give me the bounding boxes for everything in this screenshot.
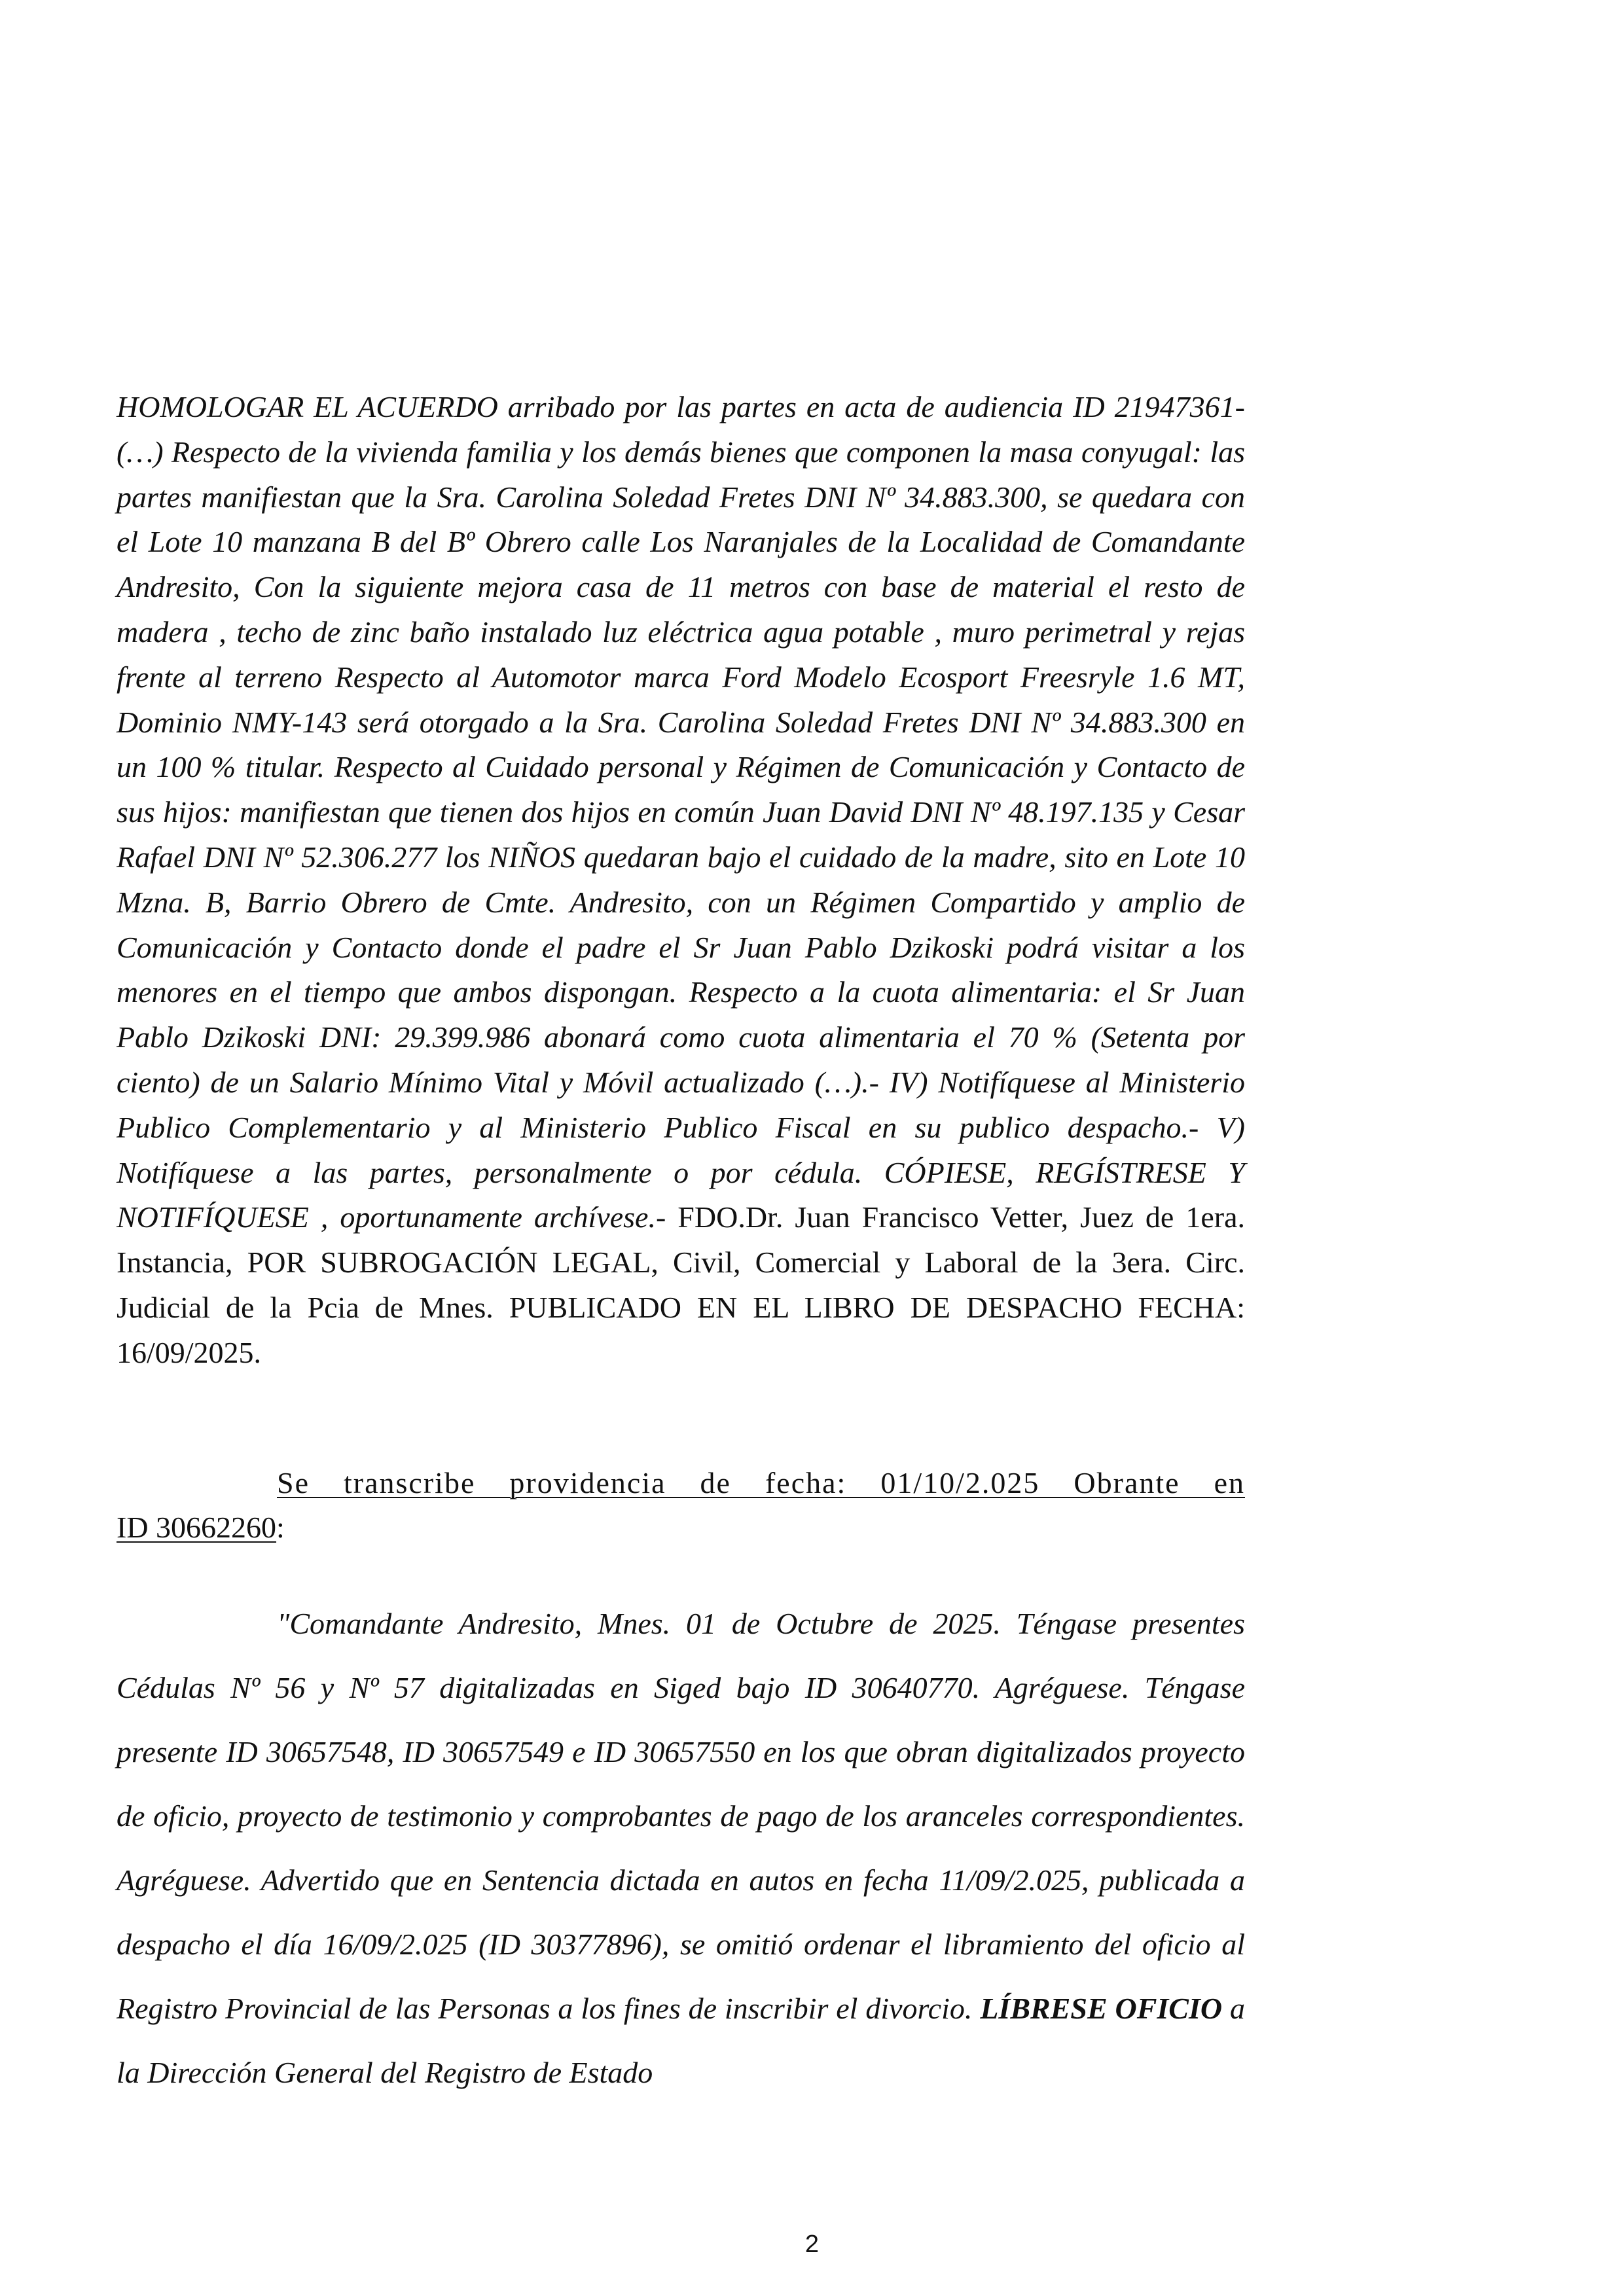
providencia-text-continued: a la Dirección General del Registro de Estado [117, 1992, 1246, 2089]
transcription-heading-colon: : [276, 1511, 285, 1544]
providencia-bold-text: LÍBRESE OFICIO [980, 1992, 1223, 2025]
transcription-heading-id-line [117, 1505, 1245, 1550]
paragraph-homologation-italic-text: HOMOLOGAR EL ACUERDO arribado por las partes en acta de audiencia ID 21947361- (…) Respecto de la vivienda familia y los demás bienes que componen la masa conyugal: las partes manifiestan que la Sra. Carolina Soledad Fretes DNI Nº 34.883.300, se quedara con el Lote 10 manzana B del Bº Obrero calle Los Naranjales de la Localidad de Comandante Andresito, Con la siguiente mejora casa de 11 metros con base de material el resto de madera , techo de zinc baño instalado luz eléctrica agua potable , muro perimetral y rejas frente al terreno Respecto al Automotor marca Ford Modelo Ecosport Freesryle 1.6 MT, Dominio NMY-143 será otorgado a la Sra. Carolina Soledad Fretes DNI Nº 34.883.300 en un 100 % titular. Respecto al Cuidado personal y Régimen de Comunicación y Contacto de sus hijos: manifiestan que tienen dos hijos en común Juan David DNI Nº 48.197.135 y Cesar Rafael DNI Nº 52.306.277 los NIÑOS quedaran bajo el cuidado de la madre, sito en Lote 10 Mzna. B, Barrio Obrero de Cmte. Andresito, con un Régimen Compartido y amplio de Comunicación y Contacto donde el padre el Sr Juan Pablo Dzikoski podrá visitar a los menores en el tiempo que ambos dispongan. Respecto a la cuota alimentaria: el Sr Juan Pablo Dzikoski DNI: 29.399.986 abonará como cuota alimentaria el 70 % (Setenta por ciento) de un Salario Mínimo Vital y Móvil actualizado (…).- IV) Notifíquese al Ministerio Publico Complementario y al Ministerio Publico Fiscal en su publico despacho.- V) Notifíquese a las partes, personalmente o por cédula. CÓPIESE, REGÍSTRESE Y NOTIFÍQUESE , oportunamente archívese.- [117, 390, 1245, 1234]
paragraph-homologation [117, 385, 1245, 1376]
transcription-heading-underlined: Se transcribe providencia de fecha: 01/10/2.025 Obrante en [277, 1466, 1245, 1499]
paragraph-homologation-signature-text: FDO.Dr. Juan Francisco Vetter, Juez de 1era. Instancia, POR SUBROGACIÓN LEGAL, Civil, Comercial y Laboral de la 3era. Circ. Judicial de la Pcia de Mnes. PUBLICADO EN EL LIBRO DE DESPACHO FECHA: 16/09/2025. [117, 1200, 1246, 1369]
page-number: 2 [804, 2231, 820, 2258]
transcription-heading-id: ID 30662260 [117, 1511, 277, 1544]
providencia-text: "Comandante Andresito, Mnes. 01 de Octubre de 2025. Téngase presentes Cédulas Nº 56 y Nº 57 digitalizadas en Siged bajo ID 30640770. Agréguese. Téngase presente ID 30657548, ID 30657549 e ID 30657550 en los que obran digitalizados proyecto de oficio, proyecto de testimonio y comprobantes de pago de los aranceles correspondientes. Agréguese. Advertido que en Sentencia dictada en autos en fecha 11/09/2.025, publicada a despacho el día 16/09/2.025 (ID 30377896), se omitió ordenar el libramiento del oficio al Registro Provincial de las Personas a los fines de inscribir el divorcio. [117, 1607, 1245, 2025]
transcription-heading-line [117, 1461, 1245, 1505]
paragraph-transcription-heading [117, 1461, 1245, 1550]
paragraph-providencia [117, 1592, 1245, 2105]
